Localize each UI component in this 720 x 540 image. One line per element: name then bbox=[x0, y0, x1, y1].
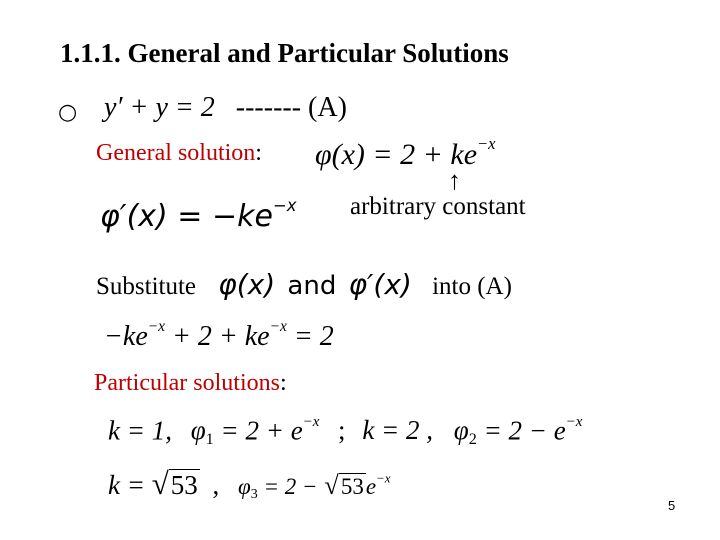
equation-A-lhs: y′ + y = 2 bbox=[104, 92, 215, 123]
and-word: and bbox=[287, 271, 337, 301]
particular-row-1: k = 1, $\varphi_1 = 2 + e^{-x}$ ; k = 2 , $\varphi_2 = 2 - e^{-x}$ bbox=[108, 414, 583, 449]
particular-solutions-label: Particular solutions: bbox=[94, 370, 287, 396]
bullet-circle: ○ bbox=[58, 100, 78, 125]
general-solution-label: General solution: bbox=[96, 140, 262, 166]
into-A: into (A) bbox=[432, 273, 512, 300]
derivative-equation: $\varphi'(x) = -ke^{-x}$ bbox=[100, 196, 297, 234]
phi-prime-symbol: φ′(x) bbox=[348, 268, 412, 301]
equation-A bbox=[104, 92, 347, 124]
sqrt-53-coefficient: √53 bbox=[324, 470, 364, 500]
particular-row-2: k = √53 , $\varphi_3 = 2 - √53e^{-x}$ bbox=[108, 466, 391, 503]
phi-symbol: φ(x) bbox=[218, 268, 276, 301]
sqrt-53: √53 bbox=[151, 466, 198, 501]
general-solution-equation: $\varphi(x) = 2 + ke^{-x}$ bbox=[315, 134, 496, 171]
check-equation: $-ke^{-x} + 2 + ke^{-x} = 2$ bbox=[104, 318, 334, 352]
substitute-line: Substitute φ(x) and φ′(x) into (A) bbox=[96, 268, 512, 301]
slide-title: 1.1.1. General and Particular Solutions bbox=[60, 38, 509, 68]
equation-A-tag: ------- (A) bbox=[235, 92, 347, 123]
page-number: 5 bbox=[668, 498, 676, 513]
up-arrow-icon: ↑ bbox=[448, 166, 461, 195]
arbitrary-constant-note: arbitrary constant bbox=[350, 193, 526, 220]
